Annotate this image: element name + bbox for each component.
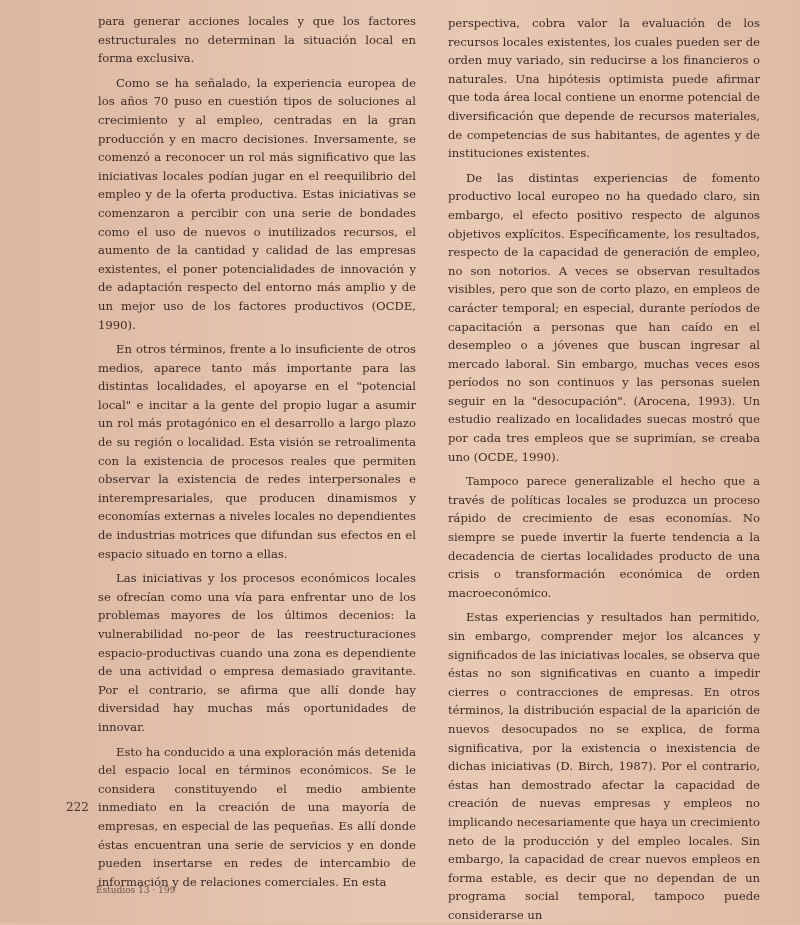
paragraph: De las distintas experiencias de fomento productivo local europeo no ha quedado claro, sin embargo, el efecto positivo respecto de algunos objetivos explícitos. Específicamente, los resultados, respecto de la capacidad de generación de empleo, no son notorios. A veces se observan resultados visibles, pero que son de corto plazo, en empleos de carácter temporal; en especial, durante períodos de capacitación a personas que han caído en el desempleo o a jóvenes que buscan ingresar al mercado laboral. Sin embargo, muchas veces esos períodos no son continuos y las personas suelen seguir en la "desocupación". (Arocena, 1993). Un estudio realizado en localidades suecas mostró que por cada tres empleos que se suprimían, se creaba uno (OCDE, 1990).: [448, 170, 760, 464]
running-footer: Estudios 13 · 199: [96, 886, 176, 896]
text-column-left: [98, 12, 416, 891]
page-number: 222: [66, 800, 89, 814]
paragraph: Estas experiencias y resultados han permitido, sin embargo, comprender mejor los alcances y significados de las iniciativas locales, se observa que éstas no son significativas en cuanto a impedir cierres o contracciones de empresas. En otros términos, la distribución espacial de la aparición de nuevos desocupados no se explica, de forma significativa, por la existencia o inexistencia de dichas iniciativas (D. Birch, 1987). Por el contrario, éstas han demostrado afectar la capacidad de creación de nuevas empresas y empleos no implicando necesariamente que haya un crecimiento neto de la producción y del empleo locales. Sin embargo, la capacidad de crear nuevos empleos en forma estable, es decir que no dependan de un programa social temporal, tampoco puede considerarse un: [448, 610, 760, 922]
paragraph: para generar acciones locales y que los factores estructurales no determinan la situación local en forma exclusiva.: [98, 14, 416, 66]
paragraph: perspectiva, cobra valor la evaluación de los recursos locales existentes, los cuales pueden ser de orden muy variado, sin reducirse a los financieros o naturales. Una hipótesis optimista puede afirmar que toda área local contiene un enorme potencial de diversificación que depende de recursos materiales, de competencias de sus habitantes, de agentes y de instituciones existentes.: [448, 16, 760, 161]
text-column-right: [448, 14, 760, 925]
paragraph: En otros términos, frente a lo insuficiente de otros medios, aparece tanto más importante para las distintas localidades, el apoyarse en el "potencial local" e incitar a la gente del propio lugar a asumir un rol más protagónico en el desarrollo a largo plazo de su región o localidad. Esta visión se retroalimenta con la existencia de procesos reales que permiten observar la existencia de redes interpersonales e interempresariales, que producen dinamismos y economías externas a niveles locales no dependientes de industrias motrices que difundan sus efectos en el espacio situado en torno a ellas.: [98, 342, 416, 561]
paragraph: Tampoco parece generalizable el hecho que a través de políticas locales se produzca un proceso rápido de crecimiento de esas economías. No siempre se puede invertir la fuerte tendencia a la decadencia de ciertas localidades producto de una crisis o transformación económica de orden macroeconómico.: [448, 474, 760, 600]
paragraph: Como se ha señalado, la experiencia europea de los años 70 puso en cuestión tipos de soluciones al crecimiento y al empleo, centradas en la gran producción y en macro decisiones. Inversamente, se comenzó a reconocer un rol más significativo que las iniciativas locales podían jugar en el reequilibrio del empleo y de la oferta productiva. Estas iniciativas se comenzaron a percibir con una serie de bondades como el uso de nuevos o inutilizados recursos, el aumento de la cantidad y calidad de las empresas existentes, el poner potencialidades de innovación y de adaptación respecto del entorno más amplio y de un mejor uso de los factores productivos (OCDE, 1990).: [98, 75, 416, 332]
paragraph: Las iniciativas y los procesos económicos locales se ofrecían como una vía para enfrentar uno de los problemas mayores de los últimos decenios: la vulnerabilidad no-peor de las reestructuraciones espacio-productivas cuando una zona es dependiente de una actividad o empresa demasiado gravitante. Por el contrario, se afirma que allí donde hay diversidad hay muchas más oportunidades de innovar.: [98, 571, 416, 734]
paragraph: Esto ha conducido a una exploración más detenida del espacio local en términos económicos. Se le considera constituyendo el medio ambiente inmediato en la creación de una mayoría de empresas, en especial de las pequeñas. Es allí donde éstas encuentran una serie de servicios y en donde pueden insertarse en redes de intercambio de información y de relaciones comerciales. En esta: [98, 744, 416, 889]
